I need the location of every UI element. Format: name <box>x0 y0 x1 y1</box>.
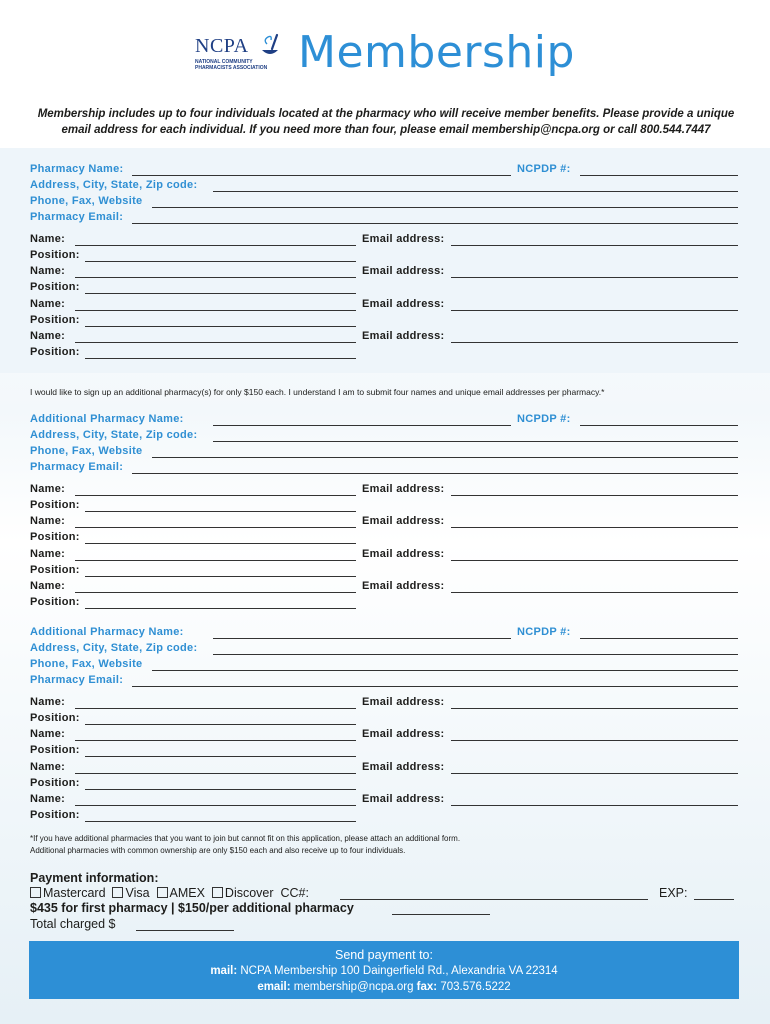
cc-label: CC#: <box>280 886 309 900</box>
additional2-person4-email-field[interactable] <box>451 805 738 806</box>
primary-person2-email-label: Email address: <box>362 265 445 278</box>
send-mail-line <box>29 963 739 979</box>
fax-label: fax: <box>416 981 438 993</box>
additional2-person3-email-field[interactable] <box>451 773 738 774</box>
additional2-person1-name-label: Name: <box>30 696 66 708</box>
primary-person1-name-field[interactable] <box>75 245 356 246</box>
ncpa-logo <box>195 32 287 74</box>
additional2-pharmacy-name-label: Additional Pharmacy Name: <box>30 626 184 638</box>
email-address[interactable]: membership@ncpa.org <box>293 981 414 993</box>
page-title: Membership <box>298 27 575 78</box>
additional1-person2-position-field[interactable] <box>85 543 356 544</box>
additional1-pharmacy-name-label: Additional Pharmacy Name: <box>30 413 184 425</box>
footnote-common-ownership: Additional pharmacies with common ownership are only $150 each and also receive up to four individuals. <box>30 846 406 855</box>
additional1-person1-name-field[interactable] <box>75 495 356 496</box>
primary-phone-label: Phone, Fax, Website <box>30 195 143 207</box>
additional2-pharmacy-email-field[interactable] <box>132 686 738 687</box>
send-payment-title: Send payment to: <box>335 948 433 962</box>
primary-person4-name-label: Name: <box>30 330 66 343</box>
primary-person2-position-field[interactable] <box>85 293 356 294</box>
primary-person1-position-label: Position: <box>30 249 80 261</box>
primary-person2-email-field[interactable] <box>451 277 738 278</box>
additional2-person1-position-field[interactable] <box>85 724 356 725</box>
additional2-person4-name-label: Name: <box>30 793 66 806</box>
pricing-text: $435 for first pharmacy | $150/per additional pharmacy <box>30 901 354 915</box>
primary-person3-email-field[interactable] <box>451 310 738 311</box>
additional2-person1-email-field[interactable] <box>451 708 738 709</box>
payment-title: Payment information: <box>30 871 159 885</box>
additional1-person1-email-field[interactable] <box>451 495 738 496</box>
additional2-pharmacy-email-label: Pharmacy Email: <box>30 674 124 686</box>
discover-checkbox[interactable] <box>212 887 223 898</box>
additional1-person2-email-field[interactable] <box>451 527 738 528</box>
additional2-ncpdp-field[interactable] <box>580 638 738 639</box>
additional2-ncpdp-label: NCPDP #: <box>517 626 571 638</box>
mastercard-label: Mastercard <box>43 886 106 900</box>
additional1-pharmacy-name-field[interactable] <box>213 425 511 426</box>
additional2-phone-field[interactable] <box>152 670 738 671</box>
mastercard-checkbox[interactable] <box>30 887 41 898</box>
additional1-person4-position-field[interactable] <box>85 608 356 609</box>
primary-address-label: Address, City, State, Zip code: <box>30 179 198 191</box>
fax-number: 703.576.5222 <box>440 981 511 993</box>
primary-pharmacy-email-label: Pharmacy Email: <box>30 211 124 223</box>
mail-address: NCPA Membership 100 Daingerfield Rd., Alexandria VA 22314 <box>240 965 558 977</box>
intro-text: Membership includes up to four individuals located at the pharmacy who will receive member benefits. Please provide a unique email address for each individual. If you need more than four, please email membership@ncpa.org or call 800.544.7447 <box>37 108 735 136</box>
additional2-person1-position-label: Position: <box>30 712 80 724</box>
additional1-phone-label: Phone, Fax, Website <box>30 445 143 457</box>
additional1-address-field[interactable] <box>213 441 738 442</box>
primary-pharmacy-name-label: Pharmacy Name: <box>30 163 124 175</box>
additional1-person3-name-label: Name: <box>30 547 66 560</box>
additional2-person1-email-label: Email address: <box>362 696 445 708</box>
primary-person2-name-label: Name: <box>30 265 66 278</box>
footnote-attach: *If you have additional pharmacies that you want to join but cannot fit on this application, please attach an additional form. <box>30 834 461 843</box>
additional2-person2-name-label: Name: <box>30 728 66 741</box>
primary-person4-position-field[interactable] <box>85 358 356 359</box>
primary-person1-email-field[interactable] <box>451 245 738 246</box>
primary-phone-field[interactable] <box>152 207 738 208</box>
additional2-person2-email-field[interactable] <box>451 740 738 741</box>
additional1-person3-email-label: Email address: <box>362 547 445 560</box>
logo-name: NCPA <box>195 35 249 57</box>
additional2-person2-position-label: Position: <box>30 744 80 757</box>
additional1-person2-position-label: Position: <box>30 531 80 544</box>
primary-person4-email-label: Email address: <box>362 330 445 343</box>
primary-person2-position-label: Position: <box>30 281 80 294</box>
additional1-person1-email-label: Email address: <box>362 483 445 495</box>
logo-subtitle: NATIONAL COMMUNITY PHARMACISTS ASSOCIATION <box>195 59 268 71</box>
additional2-person3-email-label: Email address: <box>362 760 445 773</box>
additional1-ncpdp-label: NCPDP #: <box>517 413 571 425</box>
send-payment-box <box>29 941 739 999</box>
primary-person2-name-field[interactable] <box>75 277 356 278</box>
exp-label: EXP: <box>659 886 688 900</box>
primary-person1-name-label: Name: <box>30 233 66 245</box>
visa-label: Visa <box>125 886 150 900</box>
primary-person4-name-field[interactable] <box>75 342 356 343</box>
amex-checkbox[interactable] <box>157 887 168 898</box>
additional1-pharmacy-email-label: Pharmacy Email: <box>30 461 124 473</box>
additional2-person1-name-field[interactable] <box>75 708 356 709</box>
additional2-address-label: Address, City, State, Zip code: <box>30 642 198 654</box>
additional1-person2-name-label: Name: <box>30 515 66 528</box>
payment-method-row <box>30 886 309 900</box>
primary-person3-email-label: Email address: <box>362 297 445 310</box>
mortar-pestle-icon <box>259 32 281 60</box>
additional1-person3-email-field[interactable] <box>451 560 738 561</box>
additional2-person4-name-field[interactable] <box>75 805 356 806</box>
additional1-person4-email-field[interactable] <box>451 592 738 593</box>
primary-person1-email-label: Email address: <box>362 233 445 245</box>
cc-number-field[interactable] <box>340 899 648 900</box>
additional2-person2-email-label: Email address: <box>362 728 445 741</box>
primary-person3-name-label: Name: <box>30 297 66 310</box>
primary-person4-position-label: Position: <box>30 346 80 359</box>
additional1-person3-position-field[interactable] <box>85 576 356 577</box>
additional1-ncpdp-field[interactable] <box>580 425 738 426</box>
primary-person1-position-field[interactable] <box>85 261 356 262</box>
additional1-person4-email-label: Email address: <box>362 580 445 593</box>
pricing-field[interactable] <box>392 914 490 915</box>
additional2-person4-position-field[interactable] <box>85 821 356 822</box>
additional2-person3-name-label: Name: <box>30 760 66 773</box>
primary-ncpdp-label: NCPDP #: <box>517 163 571 175</box>
additional1-person1-name-label: Name: <box>30 483 66 495</box>
primary-person3-position-label: Position: <box>30 313 80 326</box>
additional2-address-field[interactable] <box>213 654 738 655</box>
additional1-address-label: Address, City, State, Zip code: <box>30 429 198 441</box>
primary-pharmacy-name-field[interactable] <box>132 175 511 176</box>
additional1-pharmacy-email-field[interactable] <box>132 473 738 474</box>
additional1-person4-position-label: Position: <box>30 596 80 609</box>
additional1-person3-name-field[interactable] <box>75 560 356 561</box>
primary-pharmacy-email-field[interactable] <box>132 223 738 224</box>
additional1-person3-position-label: Position: <box>30 563 80 576</box>
additional2-person2-position-field[interactable] <box>85 756 356 757</box>
additional1-person2-email-label: Email address: <box>362 515 445 528</box>
mail-label: mail: <box>210 965 238 977</box>
additional2-person3-name-field[interactable] <box>75 773 356 774</box>
primary-address-field[interactable] <box>213 191 738 192</box>
total-charged-field[interactable] <box>136 930 234 931</box>
primary-person3-position-field[interactable] <box>85 326 356 327</box>
additional1-person1-position-field[interactable] <box>85 511 356 512</box>
additional2-phone-label: Phone, Fax, Website <box>30 658 143 670</box>
primary-ncpdp-field[interactable] <box>580 175 738 176</box>
additional2-person3-position-label: Position: <box>30 776 80 789</box>
additional-pharmacy-note: I would like to sign up an additional pharmacy(s) for only $150 each. I understand I am to submit four names and unique email addresses per pharmacy.* <box>30 387 605 397</box>
additional2-person4-position-label: Position: <box>30 809 80 822</box>
total-charged-label: Total charged $ <box>30 917 116 931</box>
primary-person3-name-field[interactable] <box>75 310 356 311</box>
amex-label: AMEX <box>169 886 205 900</box>
discover-label: Discover <box>224 886 274 900</box>
email-label: email: <box>257 981 291 993</box>
send-email-line <box>29 979 739 995</box>
additional2-pharmacy-name-field[interactable] <box>213 638 511 639</box>
additional1-person1-position-label: Position: <box>30 499 80 511</box>
exp-field[interactable] <box>694 899 734 900</box>
additional1-person2-name-field[interactable] <box>75 527 356 528</box>
primary-person4-email-field[interactable] <box>451 342 738 343</box>
visa-checkbox[interactable] <box>112 887 123 898</box>
additional1-person4-name-field[interactable] <box>75 592 356 593</box>
additional1-person4-name-label: Name: <box>30 580 66 593</box>
additional2-person4-email-label: Email address: <box>362 793 445 806</box>
additional2-person3-position-field[interactable] <box>85 789 356 790</box>
additional2-person2-name-field[interactable] <box>75 740 356 741</box>
additional1-phone-field[interactable] <box>152 457 738 458</box>
